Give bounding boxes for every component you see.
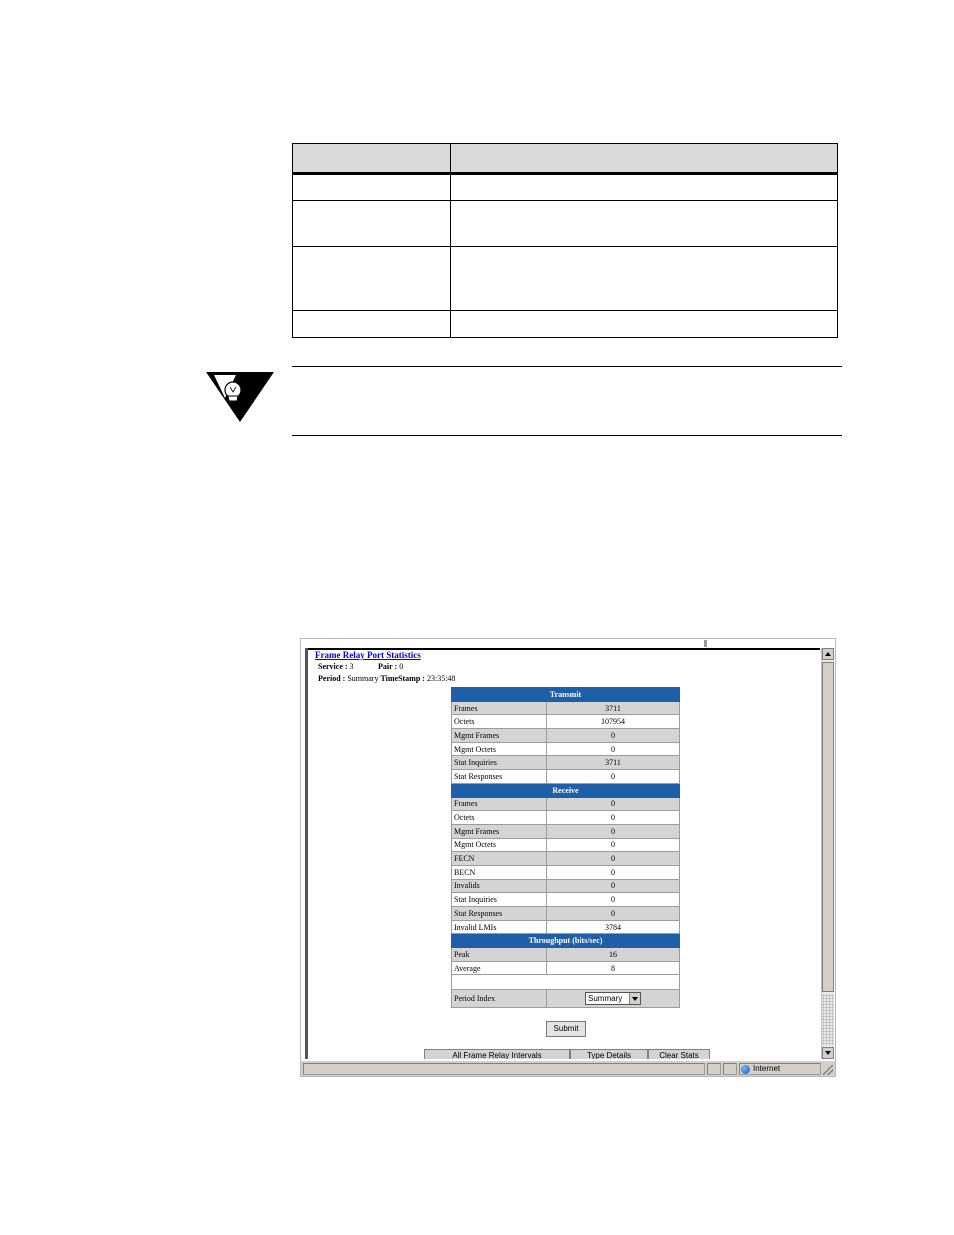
status-zone-label: Internet bbox=[753, 1064, 781, 1073]
table-row: Invalid LMIs 3784 bbox=[452, 920, 680, 934]
note-rule-top bbox=[292, 366, 842, 367]
table-row: Frames 0 bbox=[452, 797, 680, 811]
tab-clear-stats[interactable]: Clear Stats bbox=[648, 1049, 710, 1059]
internet-zone-icon bbox=[741, 1065, 750, 1074]
table-row: Stat Inquiries 3711 bbox=[452, 756, 680, 770]
table-row: BECN 0 bbox=[452, 865, 680, 879]
tab-type-details[interactable]: Type Details bbox=[570, 1049, 648, 1059]
scroll-thumb[interactable] bbox=[822, 662, 834, 992]
toolbar-strip bbox=[301, 639, 835, 648]
status-bar bbox=[301, 1060, 835, 1076]
service-label: Service : bbox=[318, 662, 348, 671]
timestamp-value: 23:35:48 bbox=[426, 674, 456, 683]
lightbulb-note-icon bbox=[206, 370, 274, 422]
page-content bbox=[308, 650, 821, 1059]
page-title-link[interactable]: Frame Relay Port Statistics bbox=[315, 650, 421, 660]
timestamp-label: TimeStamp : bbox=[380, 674, 425, 683]
table-row: Stat Responses 0 bbox=[452, 907, 680, 921]
table-row: Mgmt Frames 0 bbox=[452, 729, 680, 743]
table-row bbox=[293, 201, 838, 247]
period-index-row bbox=[452, 990, 680, 1008]
table-row: Stat Responses 0 bbox=[452, 770, 680, 784]
submit-button[interactable]: Submit bbox=[546, 1021, 586, 1037]
table-row: FECN 0 bbox=[452, 852, 680, 866]
browser-screenshot bbox=[300, 638, 836, 1077]
table-row: Peak 16 bbox=[452, 948, 680, 962]
receive-header-row: Receive bbox=[452, 783, 680, 797]
table-row: Octets 0 bbox=[452, 811, 680, 825]
table-row: Average 8 bbox=[452, 961, 680, 975]
period-label: Period : bbox=[318, 674, 346, 683]
period-index-select[interactable] bbox=[585, 992, 641, 1005]
period-value: Summary bbox=[347, 674, 379, 683]
period-index-label: Period Index bbox=[452, 990, 547, 1008]
note-rule-bottom bbox=[292, 435, 842, 436]
table-header-cell bbox=[293, 144, 451, 174]
period-info bbox=[318, 674, 455, 683]
table-row bbox=[293, 247, 838, 311]
table-header-cell bbox=[451, 144, 838, 174]
status-cell bbox=[707, 1063, 721, 1075]
table-row bbox=[293, 174, 838, 201]
table-row bbox=[293, 311, 838, 338]
transmit-header-row: Transmit bbox=[452, 688, 680, 702]
splitter-marker bbox=[704, 640, 707, 647]
pair-label: Pair : bbox=[378, 662, 398, 671]
pair-value: 0 bbox=[399, 662, 404, 671]
table-row: Mgmt Frames 0 bbox=[452, 824, 680, 838]
table-row: Mgmt Octets 0 bbox=[452, 838, 680, 852]
spacer-row bbox=[452, 975, 680, 990]
table-row: Mgmt Octets 0 bbox=[452, 742, 680, 756]
bottom-tabs bbox=[424, 1049, 710, 1059]
table-row: Frames 3711 bbox=[452, 701, 680, 715]
table-row: Invalids 0 bbox=[452, 879, 680, 893]
status-text-cell bbox=[303, 1063, 705, 1075]
pair-info bbox=[378, 662, 403, 671]
period-index-selected: Summary bbox=[588, 994, 623, 1004]
vertical-scrollbar[interactable] bbox=[821, 648, 834, 1059]
service-value: 3 bbox=[349, 662, 354, 671]
service-info bbox=[318, 662, 354, 671]
parameter-table bbox=[292, 143, 838, 338]
scroll-track[interactable] bbox=[822, 994, 834, 1046]
status-cell bbox=[723, 1063, 737, 1075]
table-row: Stat Inquiries 0 bbox=[452, 893, 680, 907]
scroll-up-icon[interactable] bbox=[822, 648, 834, 660]
tab-all-frame-relay-intervals[interactable]: All Frame Relay Intervals bbox=[424, 1049, 570, 1059]
scroll-down-icon[interactable] bbox=[822, 1047, 834, 1059]
throughput-header-row: Throughput (bits/sec) bbox=[452, 934, 680, 948]
dropdown-arrow-icon[interactable] bbox=[629, 993, 640, 1004]
port-statistics-table bbox=[451, 687, 680, 1008]
table-row: Octets 107954 bbox=[452, 715, 680, 729]
resize-grip-icon[interactable] bbox=[823, 1065, 833, 1075]
